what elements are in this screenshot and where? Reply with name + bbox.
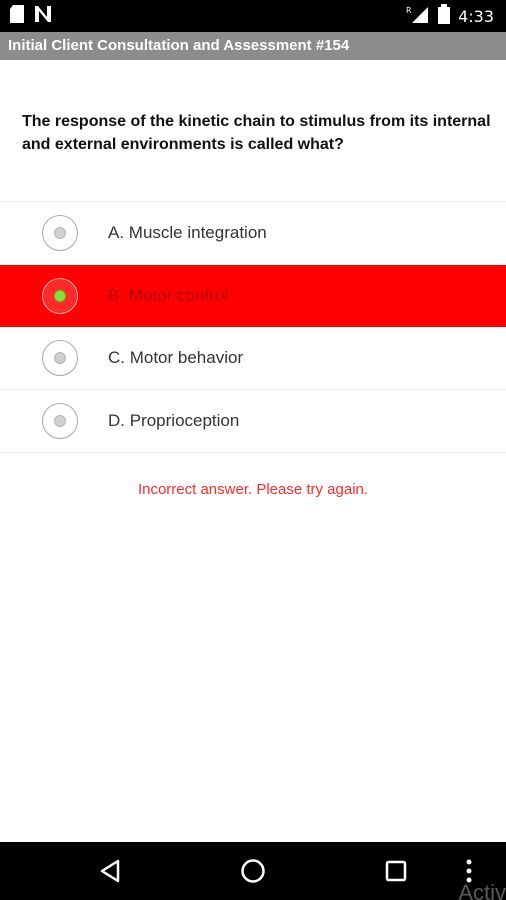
option-label: D. Proprioception (108, 411, 240, 430)
status-right (406, 4, 494, 28)
battery-icon (438, 4, 450, 28)
n-notification-icon (34, 5, 52, 28)
option-c[interactable] (0, 327, 506, 389)
radio-button-icon[interactable] (42, 278, 78, 314)
network-label: R (406, 6, 412, 15)
navigation-bar (0, 842, 506, 900)
radio-button-icon[interactable] (42, 403, 78, 439)
divider (0, 452, 506, 453)
option-a[interactable] (0, 202, 506, 264)
option-d[interactable] (0, 390, 506, 452)
option-label: C. Motor behavior (108, 348, 244, 367)
question-text: The response of the kinetic chain to stimulus from its internal and external environments is called what? (22, 113, 491, 153)
option-b[interactable] (0, 265, 506, 327)
option-label: B. Motor control (108, 286, 228, 305)
radio-button-icon[interactable] (42, 340, 78, 376)
recents-icon (385, 860, 407, 882)
radio-dot (54, 290, 66, 302)
radio-dot (54, 227, 66, 239)
back-button[interactable] (95, 856, 125, 886)
recents-button[interactable] (381, 856, 411, 886)
page-title: Initial Client Consultation and Assessment #154 (0, 32, 506, 60)
status-left (10, 6, 52, 26)
status-bar (0, 0, 506, 32)
home-button[interactable] (238, 856, 268, 886)
home-icon (240, 858, 266, 884)
radio-button-icon[interactable] (42, 215, 78, 251)
status-time: 4:33 (458, 6, 494, 26)
sd-card-icon (10, 5, 24, 28)
radio-dot (54, 352, 66, 364)
signal-icon (406, 5, 430, 27)
option-label: A. Muscle integration (108, 223, 267, 242)
feedback-message: Incorrect answer. Please try again. (137, 481, 369, 498)
radio-dot (54, 415, 66, 427)
back-icon (99, 859, 121, 883)
watermark-text: Activ (458, 880, 506, 900)
